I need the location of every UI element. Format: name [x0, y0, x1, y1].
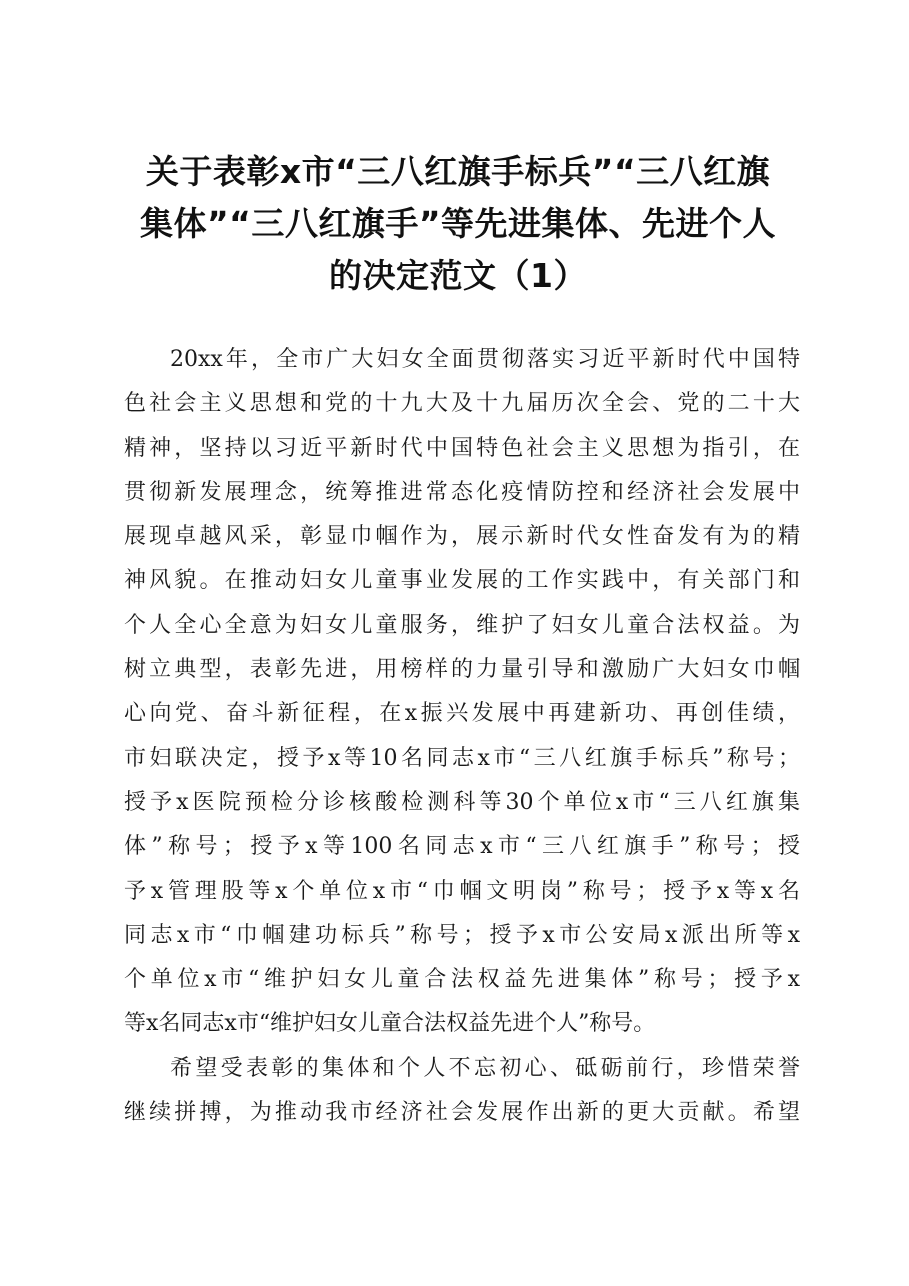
title-line: 的决定范文（1）: [329, 256, 587, 295]
text-line: 予x管理股等x个单位x市“巾帼文明岗”称号；授予x等x名: [124, 878, 800, 904]
text-line: 希望受表彰的集体和个人不忘初心、砥砺前行，珍惜荣誉: [170, 1055, 800, 1081]
text-line: 20xx年，全市广大妇女全面贯彻落实习近平新时代中国特: [170, 347, 800, 372]
text-line: 授予x医院预检分诊核酸检测科等30个单位x市“三八红旗集: [124, 789, 800, 815]
text-line: 同志x市“巾帼建功标兵”称号；授予x市公安局x派出所等x: [124, 922, 800, 948]
document-body: [124, 338, 800, 1135]
text-line: 体”称号；授予x等100名同志x市“三八红旗手”称号；授: [124, 834, 800, 860]
text-line: 展现卓越风采，彰显巾帼作为，展示新时代女性奋发有为的精: [124, 524, 800, 550]
text-line: 等x名同志x市“维护妇女儿童合法权益先进个人”称号。: [124, 1011, 656, 1037]
document-title: [120, 146, 796, 302]
text-line: 色社会主义思想和党的十九大及十九届历次全会、党的二十大: [124, 391, 800, 417]
text-line: 树立典型，表彰先进，用榜样的力量引导和激励广大妇女巾帼: [124, 657, 800, 683]
text-line: 个人全心全意为妇女儿童服务，维护了妇女儿童合法权益。为: [124, 612, 800, 638]
text-line: 市妇联决定，授予x等10名同志x市“三八红旗手标兵”称号；: [124, 745, 800, 771]
title-line: 集体”“三八红旗手”等先进集体、先进个人: [139, 204, 777, 243]
text-line: 精神，坚持以习近平新时代中国特色社会主义思想为指引，在: [124, 435, 800, 461]
title-line: 关于表彰x市“三八红旗手标兵”“三八红旗: [145, 152, 771, 191]
text-line: 继续拼搏，为推动我市经济社会发展作出新的更大贡献。希望: [124, 1100, 800, 1126]
paragraph-1: [124, 338, 800, 1047]
paragraph-2: [124, 1047, 800, 1136]
text-line: 神风貌。在推动妇女儿童事业发展的工作实践中，有关部门和: [124, 568, 800, 594]
text-line: 贯彻新发展理念，统筹推进常态化疫情防控和经济社会发展中: [124, 479, 800, 505]
text-line: 个单位x市“维护妇女儿童合法权益先进集体”称号；授予x: [124, 967, 800, 993]
text-line: 心向党、奋斗新征程，在x振兴发展中再建新功、再创佳绩，: [124, 701, 800, 727]
